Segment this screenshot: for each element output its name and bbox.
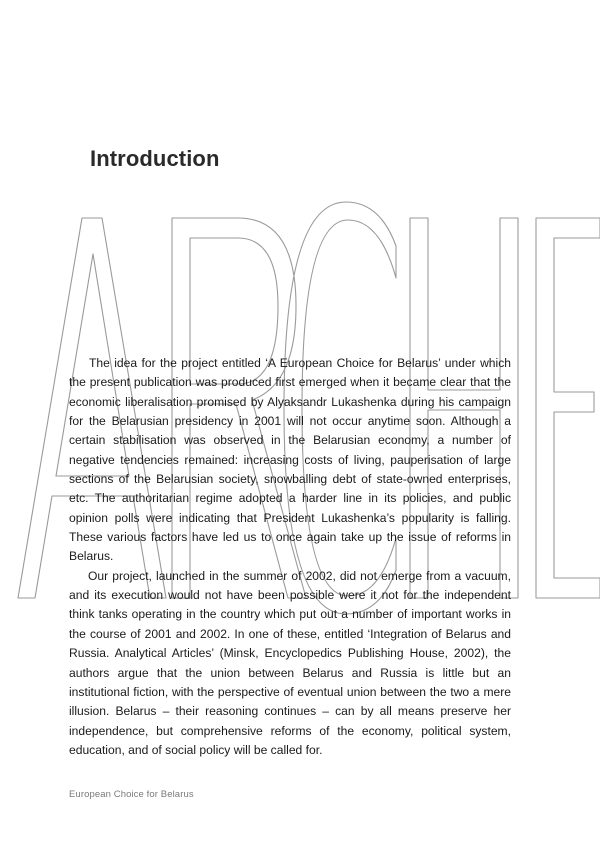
paragraph-2: Our project, launched in the summer of 2002, did not emerge from a vacuum, and its execution would not have been possible were it not for the independent think tanks operating in the country which put out a number of important works in the course of 2001 and 2002. In one of these, entitled ‘Integration of Belarus and Russia. Analytical Articles’ (Minsk, Encyclopedics Publishing House, 2002), the authors argue that the union between Belarus and Russia is little but an institutional fiction, with the perspective of eventual union between the two a mere illusion. Belarus – their reasoning continues – can by all means preserve her independence, but comprehensive reforms of the economy, political system, education, and of social policy will be called for. xyxy=(69,568,511,757)
paragraph-1: The idea for the project entitled ‘A European Choice for Belarus’ under which the present publication was produced first emerged when it became clear that the economic liberalisation promised by Alyaksandr Lukashenka during his campaign for the Belarusian presidency in 2001 will not occur anytime soon. Although a certain stabilisation was observed in the Belarusian economy, a number of negative tendencies remained: increasing costs of living, pauperisation of large sections of the Belarusian society, snowballing debt of state-owned enterprises, etc. The authoritarian regime adopted a harder line in its policies, and public opinion polls were indicating that President Lukashenka’s popularity is falling. These various factors have led us to once again take up the issue of reforms in Belarus. xyxy=(69,356,511,564)
page-title: Introduction xyxy=(90,146,220,171)
watermark-letter-e xyxy=(536,218,600,598)
running-footer: European Choice for Belarus xyxy=(69,789,194,800)
body-text xyxy=(69,354,511,760)
